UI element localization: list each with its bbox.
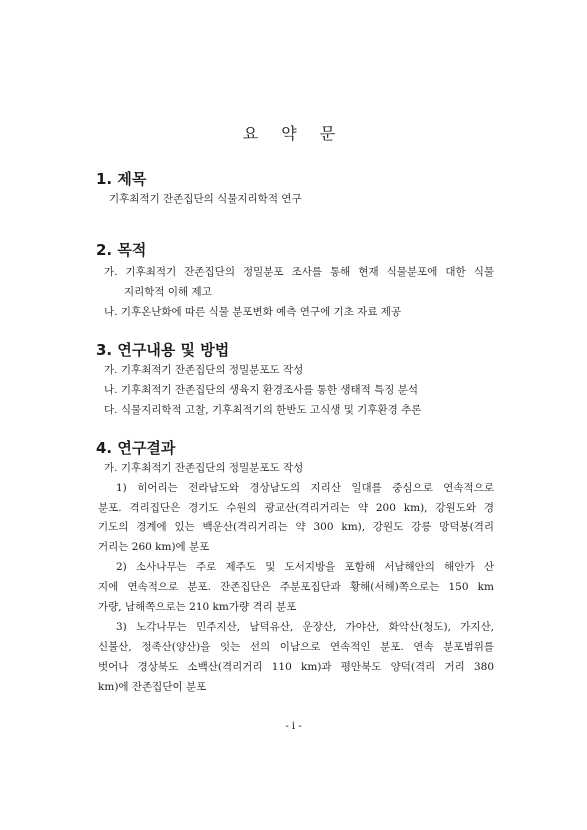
results-paragraph-1-line-2: 분포. 격리집단은 경기도 수원의 광교산(격리거리는 약 200 km), 강원도와 경 <box>98 502 494 514</box>
results-paragraph-3-line-4: km)에 잔존집단이 분포 <box>98 681 207 693</box>
section-text-title: 기후최적기 잔존집단의 식물지리학적 연구 <box>109 193 302 205</box>
methods-item-2: 나. 기후최적기 잔존집단의 생육지 환경조사를 통한 생태적 특징 분석 <box>104 384 419 396</box>
results-paragraph-1-line-1: 1) 히어리는 전라남도와 경상남도의 지리산 일대를 중심으로 연속적으로 <box>116 482 494 494</box>
methods-item-3: 다. 식물지리학적 고찰, 기후최적기의 한반도 고식생 및 기후환경 추론 <box>104 404 422 416</box>
purpose-item-2: 나. 기후온난화에 따른 식물 분포변화 예측 연구에 기초 자료 제공 <box>104 306 402 318</box>
section-heading-purpose: 2. 목적 <box>96 241 147 259</box>
results-paragraph-1-line-4: 거리는 260 km)에 분포 <box>98 541 210 553</box>
results-paragraph-2-line-1: 2) 소사나무는 주로 제주도 및 도서지방을 포함해 서남해안의 해안가 산 <box>116 561 494 573</box>
results-paragraph-3-line-1: 3) 노각나무는 민주지산, 남덕유산, 운장산, 가야산, 화악산(청도), 가지산, <box>116 621 494 633</box>
purpose-item-1-line-1: 가. 기후최적기 잔존집단의 정밀분포 조사를 통해 현재 식물분포에 대한 식물 <box>104 266 494 278</box>
methods-item-1: 가. 기후최적기 잔존집단의 정밀분포도 작성 <box>104 364 304 376</box>
page-number: - i - <box>285 721 302 732</box>
results-paragraph-1-line-3: 기도의 경계에 있는 백운산(격리거리는 약 300 km), 강원도 강릉 망덕봉(격리 <box>98 521 494 533</box>
purpose-item-1-line-2: 지리학적 이해 제고 <box>124 286 212 298</box>
section-heading-title: 1. 제목 <box>96 170 147 188</box>
results-paragraph-3-line-3: 벗어나 경상북도 소백산(격리거리 110 km)과 평안북도 양덕(격리 거리 380 <box>98 661 494 673</box>
section-heading-results: 4. 연구결과 <box>96 439 176 457</box>
section-heading-methods: 3. 연구내용 및 방법 <box>96 341 230 359</box>
results-paragraph-2-line-3: 가량, 남해쪽으로는 210 km가량 격리 분포 <box>98 601 297 613</box>
results-paragraph-3-line-2: 신불산, 정족산(양산)을 잇는 선의 이남으로 연속적인 분포. 연속 분포범위를 <box>98 641 494 653</box>
results-subheading: 가. 기후최적기 잔존집단의 정밀분포도 작성 <box>104 462 304 474</box>
page-title: 요 약 문 <box>242 124 345 143</box>
results-paragraph-2-line-2: 지에 연속적으로 분포. 잔존집단은 주분포집단과 황해(서해)쪽으로는 150 km <box>98 581 494 593</box>
